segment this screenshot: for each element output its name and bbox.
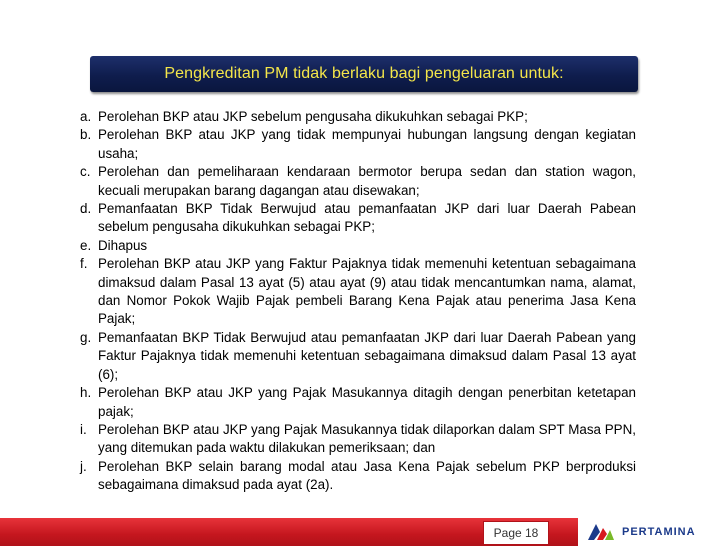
list-text: Perolehan BKP atau JKP yang tidak mempunyai hubungan langsung dengan kegiatan usaha; <box>98 127 636 161</box>
company-logo <box>578 518 728 546</box>
page-number: Page 18 <box>483 521 549 545</box>
list-item <box>80 108 636 126</box>
list-text: Perolehan BKP atau JKP yang Pajak Masukannya ditagih dengan penerbitan ketetapan pajak; <box>98 385 636 419</box>
list-marker: j. <box>80 458 87 474</box>
list-marker: e. <box>80 237 92 253</box>
list-marker: b. <box>80 127 92 143</box>
list-marker: a. <box>80 109 92 124</box>
list-text: Perolehan dan pemeliharaan kendaraan bermotor berupa sedan dan station wagon, kecuali merupakan barang dagangan atau disewakan; <box>98 164 636 198</box>
list-marker: f. <box>80 256 88 272</box>
pertamina-logo-icon <box>586 520 616 544</box>
list-item <box>80 329 636 384</box>
list-item <box>80 384 636 421</box>
list-text: Dihapus <box>98 237 148 253</box>
list-item <box>80 255 636 329</box>
list-text: Pemanfaatan BKP Tidak Berwujud atau pemanfaatan JKP dari luar Daerah Pabean yang Faktur Pajaknya tidak memenuhi ketentuan sebagaimana dimaksud dalam Pasal 13 ayat (6); <box>98 329 636 382</box>
logo-text: PERTAMINA <box>622 526 696 538</box>
list-item <box>80 421 636 458</box>
list-text: Pemanfaatan BKP Tidak Berwujud atau pemanfaatan JKP dari luar Daerah Pabean sebelum pengusaha dikukuhkan sebagai PKP; <box>98 201 636 235</box>
list-text: Perolehan BKP atau JKP yang Pajak Masukannya tidak dilaporkan dalam SPT Masa PPN, yang ditemukan pada waktu dilakukan pemeriksaan; dan <box>98 421 636 456</box>
list-marker: i. <box>80 421 87 437</box>
list-item <box>80 126 636 163</box>
list-item <box>80 237 636 255</box>
list-item <box>80 200 636 237</box>
slide-title: Pengkreditan PM tidak berlaku bagi pengeluaran untuk: <box>164 65 564 82</box>
list-item <box>80 458 636 495</box>
slide-title-box <box>90 56 638 92</box>
list-marker: g. <box>80 329 92 345</box>
list-marker: d. <box>80 201 92 217</box>
list-text: Perolehan BKP atau JKP yang Faktur Pajaknya tidak memenuhi ketentuan sebagaimana dimaksud dalam Pasal 13 ayat (5) atau ayat (9) atau tidak mencantumkan nama, alamat, dan Nomor Pokok Wajib Pajak pembeli Barang Kena Pajak atau penerima Jasa Kena Pajak; <box>98 256 636 327</box>
exclusion-list <box>80 108 636 495</box>
list-marker: c. <box>80 164 91 180</box>
list-text: Perolehan BKP selain barang modal atau Jasa Kena Pajak sebelum PKP berproduksi sebagaimana dimaksud pada ayat (2a). <box>98 458 636 493</box>
list-text: Perolehan BKP atau JKP sebelum pengusaha dikukuhkan sebagai PKP; <box>98 109 528 124</box>
list-marker: h. <box>80 385 92 401</box>
list-item <box>80 163 636 200</box>
